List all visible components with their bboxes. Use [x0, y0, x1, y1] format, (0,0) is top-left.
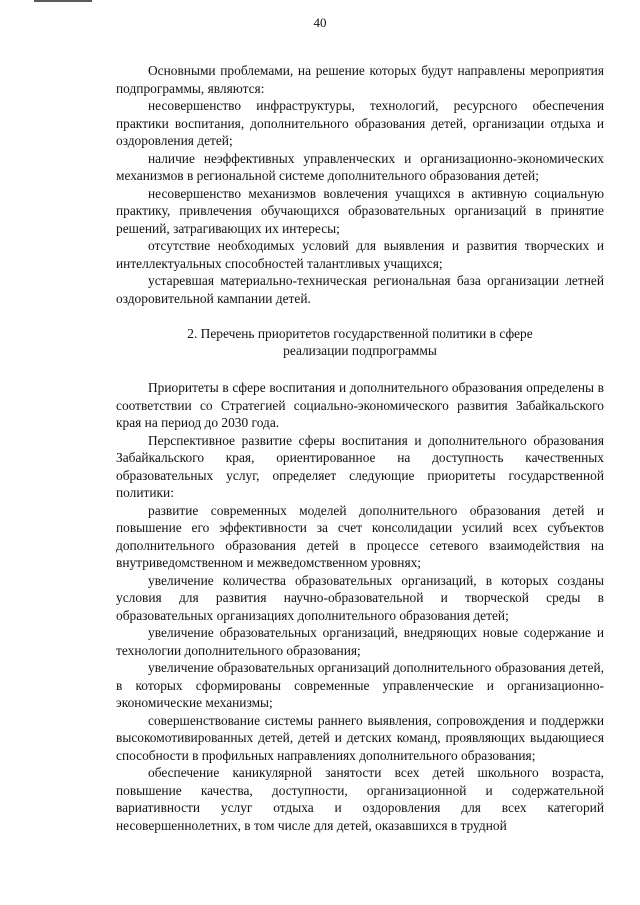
paragraph: отсутствие необходимых условий для выявления и развития творческих и интеллектуальных способностей талантливых учащихся; [116, 238, 604, 271]
section-heading-line: реализации подпрограммы [283, 343, 437, 358]
body-text [116, 62, 604, 834]
paragraph: Основными проблемами, на решение которых будут направлены мероприятия подпрограммы, являются: [116, 63, 604, 96]
section-heading [116, 325, 604, 359]
scan-edge-mark [34, 0, 92, 2]
paragraph: устаревшая материально-техническая региональная база организации летней оздоровительной кампании детей. [116, 273, 604, 306]
section-heading-line: 2. Перечень приоритетов государственной политики в сфере [187, 326, 533, 341]
paragraph: увеличение количества образовательных организаций, в которых созданы условия для развития научно-образовательной и творческой среды в образовательных организациях дополнительного образования детей; [116, 572, 604, 623]
paragraph: несовершенство механизмов вовлечения учащихся в активную социальную практику, привлечения обучающихся образовательных организаций в принятие решений, затрагивающих их интересы; [116, 185, 604, 236]
paragraph: несовершенство инфраструктуры, технологий, ресурсного обеспечения практики воспитания, дополнительного образования детей, организации отдыха и оздоровления детей; [116, 98, 604, 148]
paragraph: обеспечение каникулярной занятости всех детей школьного возраста, повышение качества, доступности, организационной и содержательной вариативности услуг отдыха и оздоровления для всех категорий несовершеннолетних, в том числе для детей, оказавшихся в трудной [116, 765, 604, 833]
paragraph: наличие неэффективных управленческих и организационно-экономических механизмов в региональной системе дополнительного образования детей; [116, 150, 604, 183]
paragraph: увеличение образовательных организаций, внедряющих новые содержание и технологии дополнительного образования; [116, 625, 604, 658]
page-number: 40 [313, 15, 327, 30]
paragraph: Перспективное развитие сферы воспитания и дополнительного образования Забайкальского края, ориентированное на доступность качественных образовательных услуг, определяет следующие приоритеты государственной политики: [116, 432, 604, 500]
paragraph: развитие современных моделей дополнительного образования детей и повышение его эффективности за счет консолидации усилий всех субъектов дополнительного образования детей в процессе сетевого взаимодействия на внутриведомственном и межведомственном уровнях; [116, 502, 604, 570]
paragraph: Приоритеты в сфере воспитания и дополнительного образования определены в соответствии со Стратегией социально-экономического развития Забайкальского края на период до 2030 года. [116, 380, 604, 430]
paragraph: совершенствование системы раннего выявления, сопровождения и поддержки высокомотивированных детей, детей и детских команд, проявляющих выдающиеся способности в профильных направлениях дополнительного образования; [116, 712, 604, 763]
paragraph: увеличение образовательных организаций дополнительного образования детей, в которых сформированы современные управленческие и организационно-экономические механизмы; [116, 660, 604, 710]
